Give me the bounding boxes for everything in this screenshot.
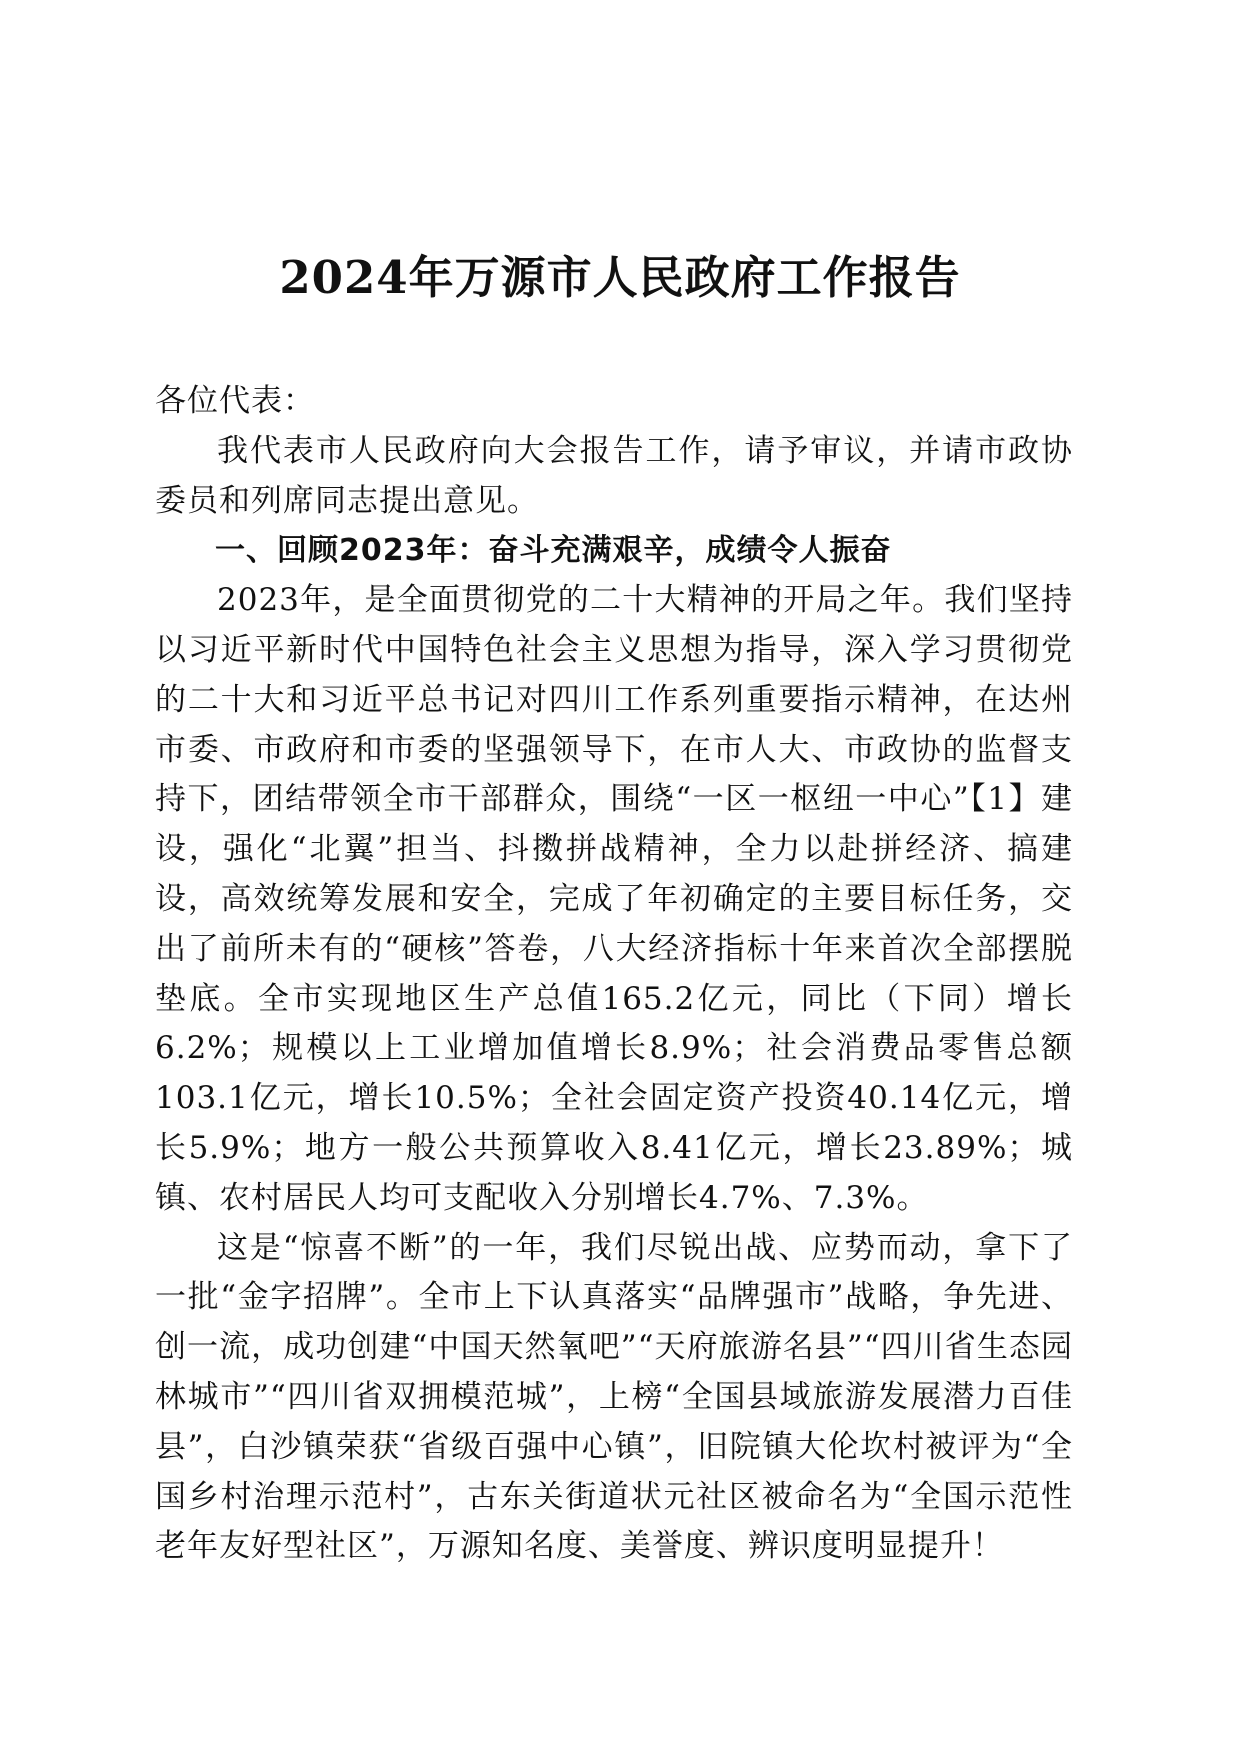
document-title: 2024年万源市人民政府工作报告	[279, 251, 961, 304]
intro-paragraph: 我代表市人民政府向大会报告工作，请予审议，并请市政协委员和列席同志提出意见。	[155, 432, 1073, 519]
section-heading: 一、回顾2023年：奋斗充满艰辛，成绩令人振奋	[215, 533, 892, 569]
paragraph-achievements: 2023年，是全面贯彻党的二十大精神的开局之年。我们坚持以习近平新时代中国特色社会主义思想为指导，深入学习贯彻党的二十大和习近平总书记对四川工作系列重要指示精神，在达州市委、市政府和市委的坚强领导下，在市人大、市政协的监督支持下，团结带领全市干部群众，围绕“一区一枢纽一中心”【1】建设，强化“北翼”担当、抖擞拼战精神，全力以赴拼经济、搞建设，高效统筹发展和安全，完成了年初确定的主要目标任务，交出了前所未有的“硬核”答卷，八大经济指标十年来首次全部摆脱垫底。全市实现地区生产总值165.2亿元，同比（下同）增长6.2%；规模以上工业增加值增长8.9%；社会消费品零售总额103.1亿元，增长10.5%；全社会固定资产投资40.14亿元，增长5.9%；地方一般公共预算收入8.41亿元，增长23.89%；城镇、农村居民人均可支配收入分别增长4.7%、7.3%。	[155, 582, 1073, 1216]
document-body	[155, 377, 1073, 1572]
paragraph-honors: 这是“惊喜不断”的一年，我们尽锐出战、应势而动，拿下了一批“金字招牌”。全市上下认真落实“品牌强市”战略，争先进、创一流，成功创建“中国天然氧吧”“天府旅游名县”“四川省生态园林城市”“四川省双拥模范城”，上榜“全国县域旅游发展潜力百佳县”，白沙镇荣获“省级百强中心镇”，旧院镇大伦坎村被评为“全国乡村治理示范村”，古东关街道状元社区被命名为“全国示范性老年友好型社区”，万源知名度、美誉度、辨识度明显提升！	[155, 1229, 1073, 1565]
salutation: 各位代表：	[155, 383, 315, 419]
